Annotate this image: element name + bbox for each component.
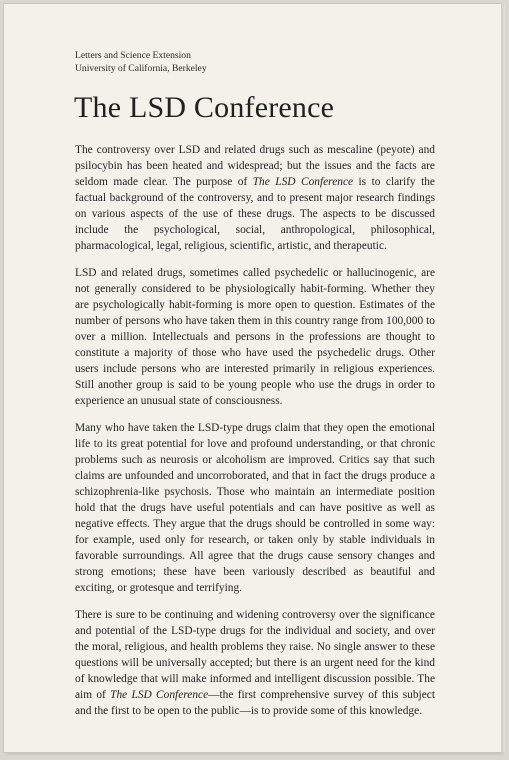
institution-line-1: Letters and Science Extension (75, 50, 191, 61)
document-page (4, 4, 501, 752)
body-text (75, 142, 435, 730)
paragraph-1 (75, 142, 435, 254)
institution-line-2: University of California, Berkeley (75, 62, 207, 74)
paragraph-4 (75, 607, 435, 719)
paragraph-1-italic-title: The LSD Conference (252, 176, 354, 188)
paragraph-3: Many who have taken the LSD-type drugs claim that they open the emotional life to its great potential for love and profound understanding, or that chronic problems such as neurosis or alcoholism are improved. Critics say that such claims are unfounded and uncorroborated, and that in fact the drugs produce a schizophrenia-like psychosis. Those who maintain an intermediate position hold that the drugs have useful potentials and can have positive as well as negative effects. They argue that the drugs should be controlled in some way: for example, used only for research, or taken only by stable individuals in favorable surroundings. All agree that the drugs cause sensory changes and strong emotions; these have been variously described as beautiful and exciting, or grotesque and terrifying. (75, 422, 435, 594)
page-title: The LSD Conference (74, 91, 335, 124)
paragraph-4-italic-title: The LSD Conference (110, 689, 209, 701)
paragraph-4-text-b: —the first comprehensive survey of this subject and the first to be open to the public—is to provide some of this knowledge. (75, 689, 435, 717)
paragraph-4-text-a: There is sure to be continuing and widening controversy over the significance and potential of the LSD-type drugs for the individual and society, and over the moral, religious, and health problems they raise. No single answer to these questions will be universally accepted; but there is an urgent need for the kind of knowledge that will make informed and intelligent discussion possible. The aim of (75, 609, 435, 701)
paragraph-1-text-a: The controversy over LSD and related drugs such as mescaline (peyote) and psilocybin has been heated and widespread; but the issues and the facts are seldom made clear. The purpose of (75, 144, 435, 188)
paragraph-2: LSD and related drugs, sometimes called psychedelic or hallucinogenic, are not generally considered to be physiologically habit-forming. Whether they are psychologically habit-forming is more open to question. Estimates of the number of persons who have taken them in this country range from 100,000 to over a million. Intellectuals and persons in the professions are thought to constitute a majority of those who have used the psychedelic drugs. Other users include persons who are interested primarily in religious experiences. Still another group is said to be young people who use the drugs in order to experience an unusual state of consciousness. (75, 267, 435, 407)
paragraph-1-text-b: is to clarify the factual background of the controversy, and to present major research findings on various aspects of the use of these drugs. The aspects to be discussed include the psychological, social, anthropological, philosophical, pharmacological, legal, religious, scientific, artistic, and therapeutic. (75, 176, 435, 252)
institution-header (75, 50, 207, 75)
